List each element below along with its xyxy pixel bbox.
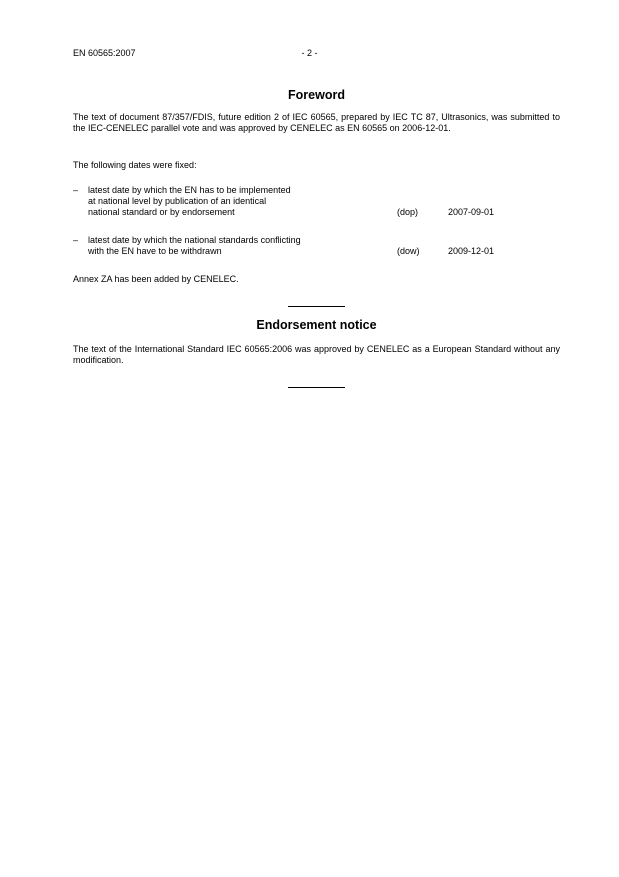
date-item-line: national standard or by endorsement bbox=[88, 207, 235, 217]
date-item-dow bbox=[73, 235, 560, 259]
date-item-date: 2007-09-01 bbox=[448, 207, 495, 217]
date-item-date: 2009-12-01 bbox=[448, 246, 495, 256]
section-divider-rule bbox=[288, 306, 345, 307]
foreword-title: Foreword bbox=[288, 88, 345, 102]
date-item-line: with the EN have to be withdrawn bbox=[88, 246, 222, 256]
date-item-description bbox=[88, 235, 388, 257]
header-page-number: - 2 - bbox=[301, 48, 318, 58]
dash-marker: – bbox=[73, 185, 79, 195]
date-item-line: latest date by which the national standards conflicting bbox=[88, 235, 301, 245]
annex-note-paragraph: Annex ZA has been added by CENELEC. bbox=[73, 274, 239, 284]
endorsement-paragraph: The text of the International Standard IEC 60565:2006 was approved by CENELEC as a European Standard without any modification. bbox=[73, 344, 560, 365]
dates-intro-paragraph: The following dates were fixed: bbox=[73, 160, 197, 170]
date-item-dop bbox=[73, 185, 560, 221]
foreword-intro-paragraph: The text of document 87/357/FDIS, future edition 2 of IEC 60565, prepared by IEC TC 87, Ultrasonics, was submitted to the IEC-CENELEC parallel vote and was approved by CENELEC as EN 60565 on 2006-12-01. bbox=[73, 112, 560, 133]
header-document-id: EN 60565:2007 bbox=[73, 48, 136, 58]
date-item-code: (dow) bbox=[397, 246, 420, 256]
end-divider-rule bbox=[288, 387, 345, 388]
date-item-code: (dop) bbox=[397, 207, 419, 217]
date-item-line: latest date by which the EN has to be implemented bbox=[88, 185, 291, 195]
endorsement-title: Endorsement notice bbox=[256, 318, 377, 332]
dash-marker: – bbox=[73, 235, 79, 245]
date-item-description bbox=[88, 185, 388, 218]
date-item-line: at national level by publication of an identical bbox=[88, 196, 267, 206]
